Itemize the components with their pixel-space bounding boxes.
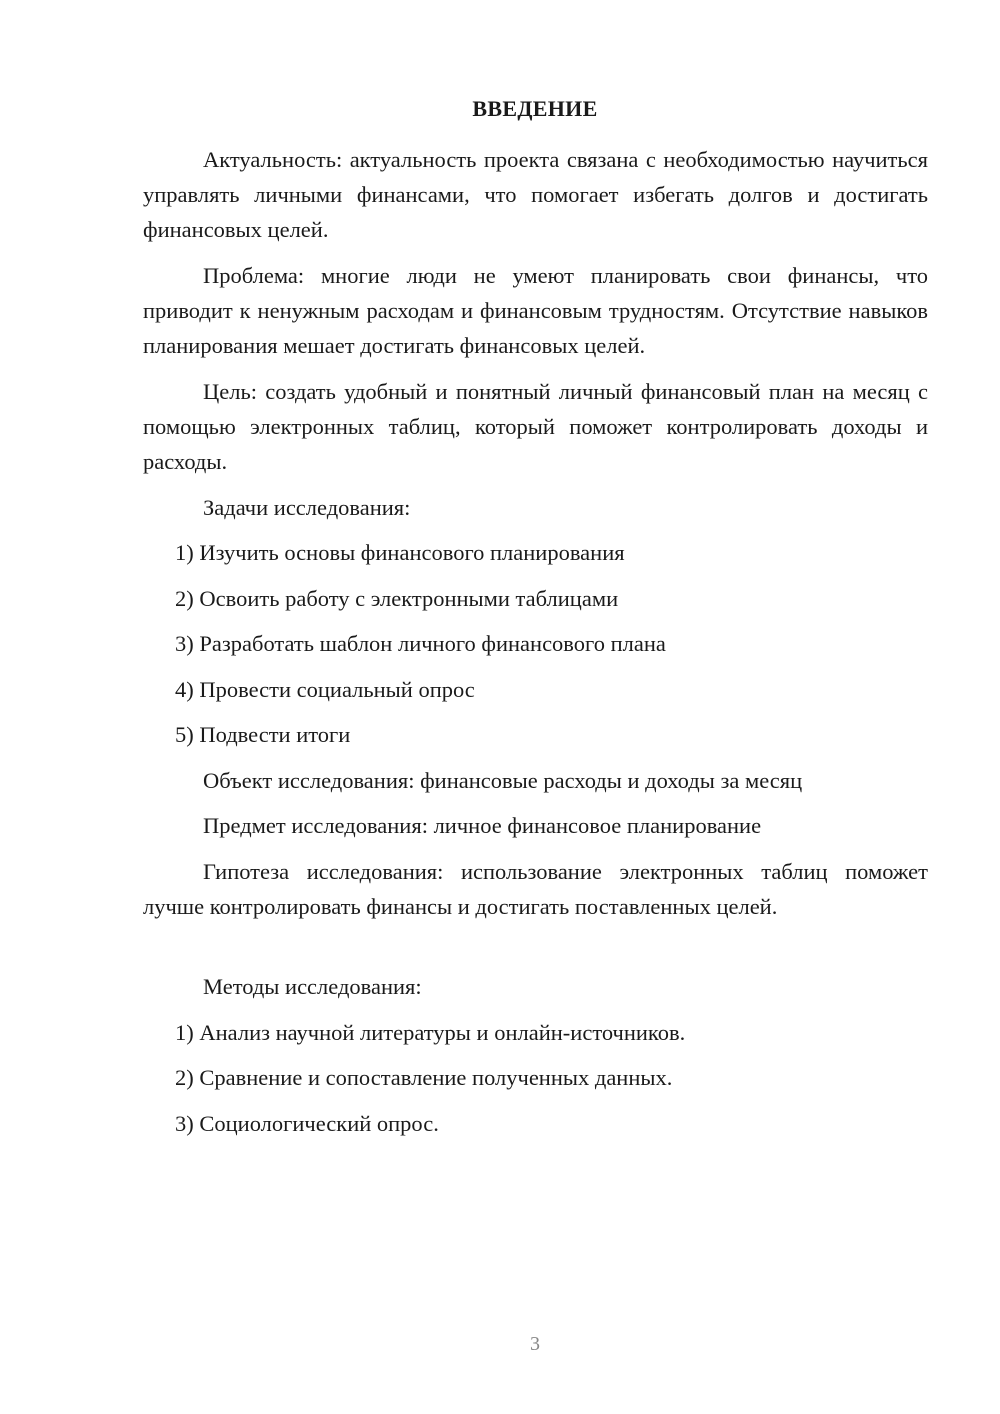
task-item: 1) Изучить основы финансового планирования <box>175 540 625 565</box>
method-item: 3) Социологический опрос. <box>175 1111 439 1136</box>
page-number: 3 <box>530 1333 540 1355</box>
task-item: 3) Разработать шаблон личного финансового плана <box>175 631 666 656</box>
hypothesis-paragraph: Гипотеза исследования: использование электронных таблиц поможет лучше контролировать финансы и достигать поставленных целей. <box>143 859 928 919</box>
problem-paragraph: Проблема: многие люди не умеют планировать свои финансы, что приводит к ненужным расходам и финансовым трудностям. Отсутствие навыков планирования мешает достигать финансовых целей. <box>143 263 928 358</box>
goal-paragraph: Цель: создать удобный и понятный личный финансовый план на месяц с помощью электронных таблиц, который поможет контролировать доходы и расходы. <box>143 379 928 474</box>
relevance-paragraph: Актуальность: актуальность проекта связана с необходимостью научиться управлять личными финансами, что помогает избегать долгов и достигать финансовых целей. <box>143 147 928 242</box>
section-heading: ВВЕДЕНИЕ <box>472 96 598 121</box>
task-item: 5) Подвести итоги <box>175 722 351 747</box>
object-paragraph: Объект исследования: финансовые расходы и доходы за месяц <box>203 768 803 793</box>
methods-title: Методы исследования: <box>203 974 422 999</box>
method-item: 1) Анализ научной литературы и онлайн-источников. <box>175 1020 686 1045</box>
method-item: 2) Сравнение и сопоставление полученных данных. <box>175 1065 673 1090</box>
subject-paragraph: Предмет исследования: личное финансовое планирование <box>203 813 762 838</box>
tasks-title: Задачи исследования: <box>203 495 411 520</box>
task-item: 2) Освоить работу с электронными таблицами <box>175 586 619 611</box>
task-item: 4) Провести социальный опрос <box>175 677 475 702</box>
